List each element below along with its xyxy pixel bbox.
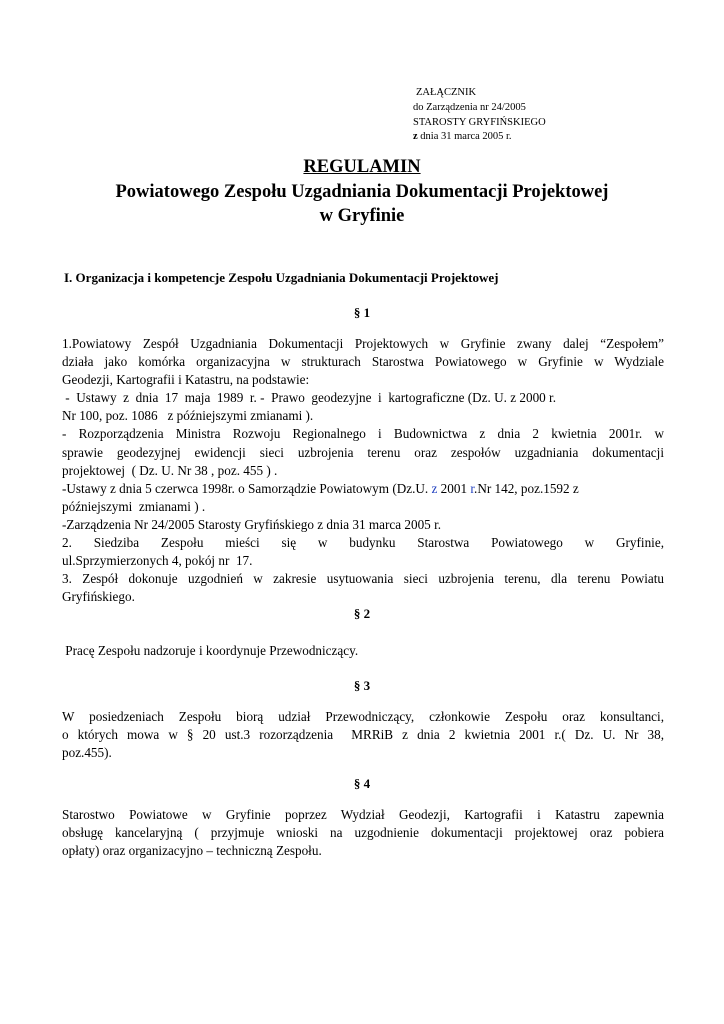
text-line: Geodezji, Kartografii i Katastru, na podstawie: xyxy=(62,372,310,388)
text-line: poz.455). xyxy=(62,745,112,761)
attachment-header xyxy=(413,86,546,145)
attachment-date-text: dnia 31 marca 2005 r. xyxy=(417,131,512,143)
attachment-date xyxy=(413,130,546,145)
text-line: - Rozporządzenia Ministra Rozwoju Regionalnego i Budownictwa z dnia 2 kwietnia 2001r. w xyxy=(62,426,664,442)
section-heading: I. Organizacja i kompetencje Zespołu Uzgadniania Dokumentacji Projektowej xyxy=(64,270,499,285)
attachment-ordinance: do Zarządzenia nr 24/2005 xyxy=(413,101,526,113)
paragraph-4-sign: § 4 xyxy=(353,776,371,791)
text-line: 3. Zespół dokonuje uzgodnień w zakresie usytuowania sieci uzbrojenia terenu, dla terenu Powiatu xyxy=(62,571,664,587)
text-line: projektowej ( Dz. U. Nr 38 , poz. 455 ) . xyxy=(62,462,278,478)
text-line: Gryfińskiego. xyxy=(62,589,135,605)
text-fragment: 2001 xyxy=(437,480,471,496)
text-line: sprawie geodezyjnej ewidencji sieci uzbrojenia terenu oraz zespołów uzgadniania dokumentacji xyxy=(62,444,664,460)
text-line: o których mowa w § 20 ust.3 rozorządzenia MRRiB z dnia 2 kwietnia 2001 r.( Dz. U. Nr 38, xyxy=(62,727,664,743)
text-line: obsługę kancelaryjną ( przyjmuje wnioski na uzgodnienie dokumentacji projektowej oraz pobiera xyxy=(62,825,664,841)
text-fragment-blue: r xyxy=(470,480,475,496)
attachment-label: ZAŁĄCZNIK xyxy=(416,87,477,98)
text-fragment: .Nr 142, poz.1592 z xyxy=(474,480,579,496)
attachment-authority: STAROSTY GRYFIŃSKIEGO xyxy=(413,116,546,128)
paragraph-3-sign: § 3 xyxy=(353,678,371,693)
text-line-mixed xyxy=(62,480,664,498)
paragraph-2-sign: § 2 xyxy=(353,606,371,621)
text-line: opłaty) oraz organizacyjno – techniczną Zespołu. xyxy=(62,843,322,859)
text-line: 1.Powiatowy Zespół Uzgadniania Dokumentacji Projektowych w Gryfinie zwany dalej “Zespołem” xyxy=(62,336,664,351)
text-line: 2. Siedziba Zespołu mieści się w budynku Starostwa Powiatowego w Gryfinie, xyxy=(62,535,664,551)
text-line: działa jako komórka organizacyjna w strukturach Starostwa Powiatowego w Gryfinie w Wydziale xyxy=(62,354,664,370)
paragraph-3-body xyxy=(62,708,664,762)
paragraph-1-sign: § 1 xyxy=(353,305,371,320)
text-line: Starostwo Powiatowe w Gryfinie poprzez Wydział Geodezji, Kartografii i Katastru zapewnia xyxy=(62,807,664,822)
text-line: W posiedzeniach Zespołu biorą udział Przewodniczący, członkowie Zespołu oraz konsultanci, xyxy=(62,709,664,724)
document-title: REGULAMIN xyxy=(303,157,421,177)
paragraph-2-body xyxy=(62,642,664,660)
paragraph-1-body xyxy=(62,335,664,606)
text-line: ul.Sprzymierzonych 4, pokój nr 17. xyxy=(62,553,253,569)
text-fragment: -Ustawy z dnia 5 czerwca 1998r. o Samorządzie Powiatowym (Dz.U. xyxy=(62,480,432,496)
text-line: Nr 100, poz. 1086 z późniejszymi zmianami ). xyxy=(62,408,314,424)
document-subtitle-location: w Gryfinie xyxy=(319,206,405,226)
text-line: -Zarządzenia Nr 24/2005 Starosty Gryfińskiego z dnia 31 marca 2005 r. xyxy=(62,516,442,532)
text-line: - Ustawy z dnia 17 maja 1989 r. - Prawo geodezyjne i kartograficzne (Dz. U. z 2000 r. xyxy=(62,390,557,406)
text-line: Pracę Zespołu nadzoruje i koordynuje Przewodniczący. xyxy=(62,643,359,658)
text-line: późniejszymi zmianami ) . xyxy=(62,498,206,514)
attachment-date-prefix: z xyxy=(413,131,418,143)
text-fragment-blue: z xyxy=(431,480,438,496)
paragraph-4-body xyxy=(62,806,664,860)
document-subtitle: Powiatowego Zespołu Uzgadniania Dokumentacji Projektowej xyxy=(115,182,609,202)
